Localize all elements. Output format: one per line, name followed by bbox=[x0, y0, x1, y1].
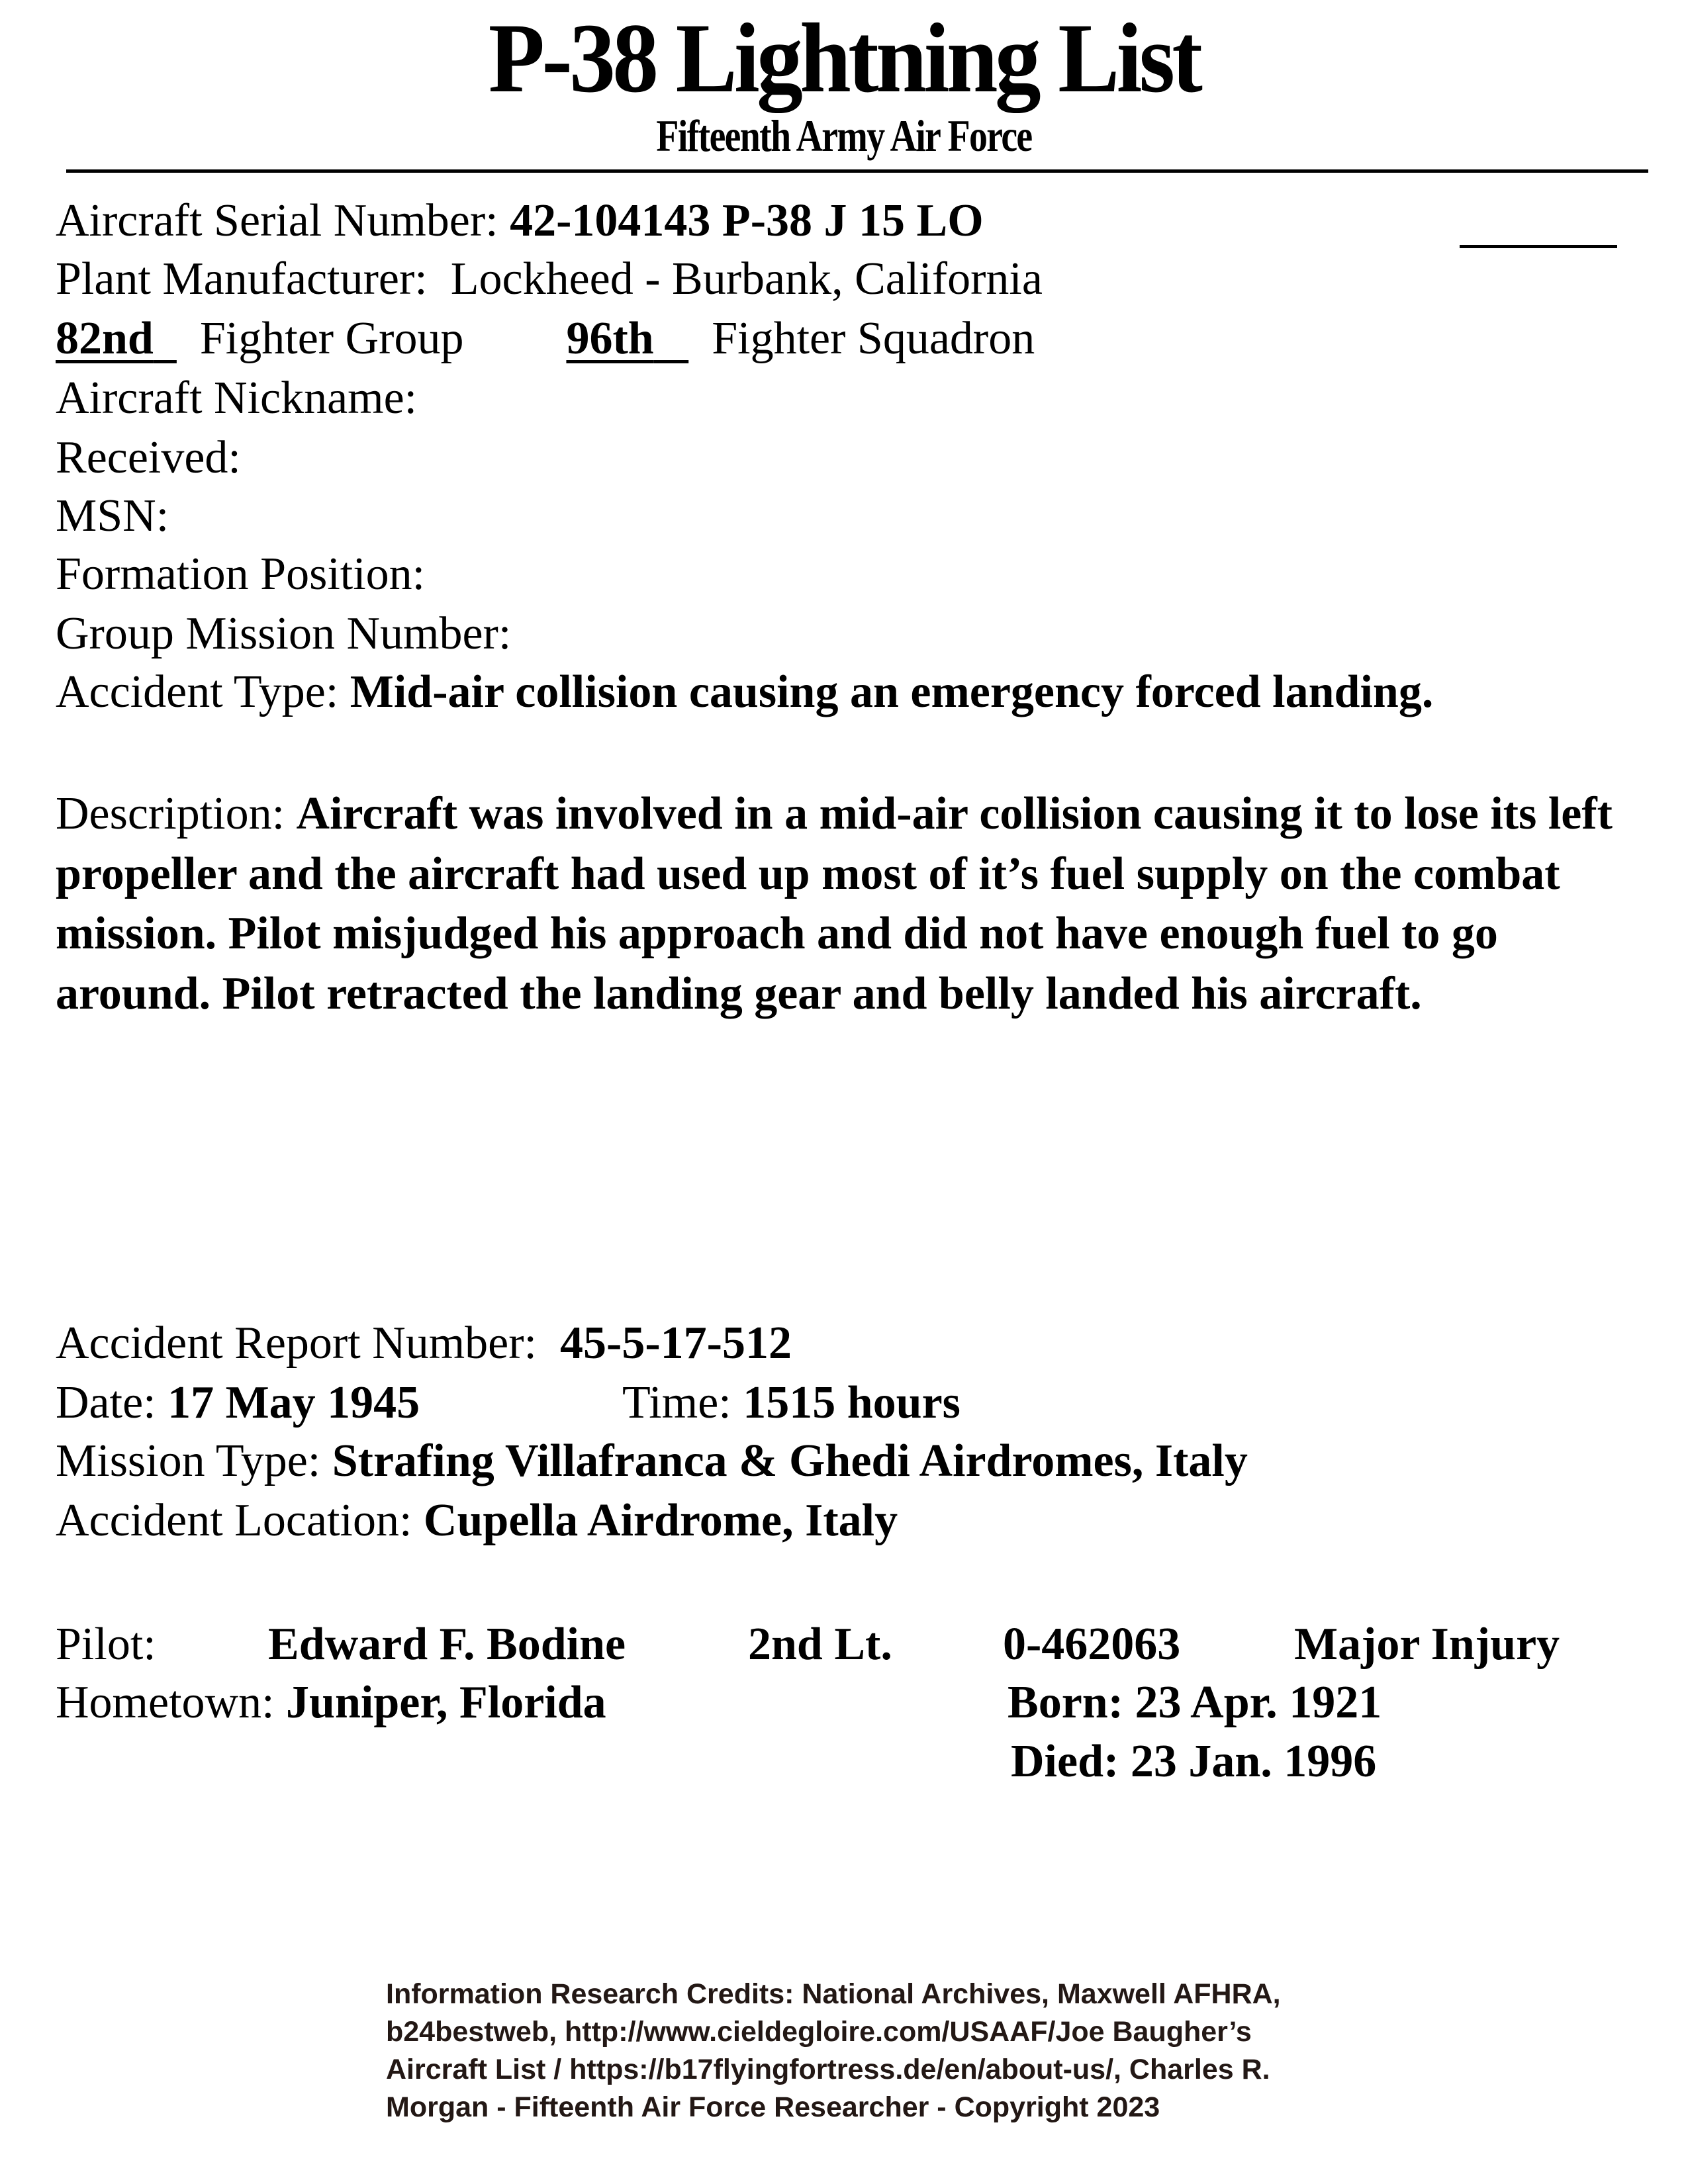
time-label: Time: bbox=[622, 1377, 731, 1428]
died-value: 23 Jan. 1996 bbox=[1130, 1736, 1377, 1787]
date-field bbox=[56, 1377, 420, 1430]
description-text: Aircraft was involved in a mid-air collision causing it to lose its left propeller and the aircraft had used up most of it’s fuel supply on the combat mission. Pilot misjudged his approach and did not have enough fuel to go around. Pilot retracted the landing gear and belly landed his aircraft. bbox=[56, 788, 1613, 1019]
manufacturer-label: Plant Manufacturer: bbox=[56, 253, 428, 304]
report-number-label: Accident Report Number: bbox=[56, 1318, 538, 1369]
pilot-label: Pilot: bbox=[56, 1619, 156, 1670]
nickname-label: Aircraft Nickname: bbox=[56, 373, 418, 424]
received-row bbox=[56, 432, 241, 484]
born-field bbox=[1008, 1676, 1382, 1729]
serial-number-label: Aircraft Serial Number: bbox=[56, 195, 498, 246]
serial-number-row bbox=[56, 195, 984, 248]
description-label: Description: bbox=[56, 788, 285, 839]
formation-position-row bbox=[56, 548, 425, 601]
fighter-group-label: Fighter Group bbox=[199, 313, 464, 364]
research-credits bbox=[386, 1976, 1379, 2126]
group-mission-number-label: Group Mission Number: bbox=[56, 608, 512, 659]
accident-type-label: Accident Type: bbox=[56, 666, 339, 717]
hometown-value: Juniper, Florida bbox=[286, 1677, 606, 1728]
group-mission-number-row bbox=[56, 608, 511, 660]
died-label: Died: bbox=[1011, 1736, 1119, 1787]
serial-number-value: 42-104143 P-38 J 15 LO bbox=[510, 195, 984, 246]
date-label: Date: bbox=[56, 1377, 156, 1428]
accident-location-row bbox=[56, 1494, 898, 1547]
fighter-group-value: 82nd bbox=[56, 313, 154, 364]
accident-type-row bbox=[56, 666, 1433, 719]
description-block bbox=[56, 784, 1658, 1024]
fighter-squadron-value: 96th bbox=[566, 313, 654, 364]
credits-line: Aircraft List / https://b17flyingfortress.de/en/about-us/, Charles R. bbox=[386, 2054, 1270, 2085]
time-value: 1515 hours bbox=[743, 1377, 961, 1428]
date-value: 17 May 1945 bbox=[167, 1377, 420, 1428]
born-label: Born: bbox=[1008, 1677, 1123, 1728]
header-divider bbox=[66, 169, 1648, 173]
manufacturer-row bbox=[56, 253, 1043, 306]
pilot-rank: 2nd Lt. bbox=[748, 1619, 892, 1670]
time-field bbox=[622, 1377, 961, 1430]
blank-field-line bbox=[1460, 245, 1617, 248]
page-title: P-38 Lightning List bbox=[488, 3, 1200, 113]
received-label: Received: bbox=[56, 432, 241, 483]
mission-type-row bbox=[56, 1435, 1248, 1488]
msn-row bbox=[56, 490, 169, 543]
born-value: 23 Apr. 1921 bbox=[1135, 1677, 1382, 1728]
report-number-value: 45-5-17-512 bbox=[560, 1318, 792, 1369]
pilot-status: Major Injury bbox=[1294, 1619, 1560, 1670]
credits-line: Information Research Credits: National Archives, Maxwell AFHRA, bbox=[386, 1978, 1281, 2010]
msn-label: MSN: bbox=[56, 490, 169, 541]
hometown-label: Hometown: bbox=[56, 1677, 275, 1728]
credits-line: Morgan - Fifteenth Air Force Researcher - Copyright 2023 bbox=[386, 2091, 1160, 2123]
mission-type-label: Mission Type: bbox=[56, 1435, 321, 1486]
mission-type-value: Strafing Villafranca & Ghedi Airdromes, Italy bbox=[332, 1435, 1248, 1486]
accident-type-value: Mid-air collision causing an emergency forced landing. bbox=[350, 666, 1434, 717]
accident-location-value: Cupella Airdrome, Italy bbox=[423, 1495, 898, 1546]
accident-location-label: Accident Location: bbox=[56, 1495, 412, 1546]
pilot-serial: 0-462063 bbox=[1003, 1619, 1181, 1670]
fighter-squadron-label: Fighter Squadron bbox=[712, 313, 1035, 364]
page-subtitle: Fifteenth Army Air Force bbox=[656, 111, 1032, 161]
pilot-name: Edward F. Bodine bbox=[268, 1619, 626, 1670]
formation-position-label: Formation Position: bbox=[56, 549, 426, 600]
nickname-row bbox=[56, 372, 417, 425]
report-number-row bbox=[56, 1317, 792, 1370]
died-field bbox=[1011, 1735, 1376, 1788]
group-squadron-row bbox=[56, 312, 1035, 365]
credits-line: b24bestweb, http://www.cieldegloire.com/USAAF/Joe Baugher’s bbox=[386, 2016, 1252, 2048]
manufacturer-value: Lockheed - Burbank, California bbox=[450, 253, 1043, 304]
hometown-field bbox=[56, 1676, 606, 1729]
